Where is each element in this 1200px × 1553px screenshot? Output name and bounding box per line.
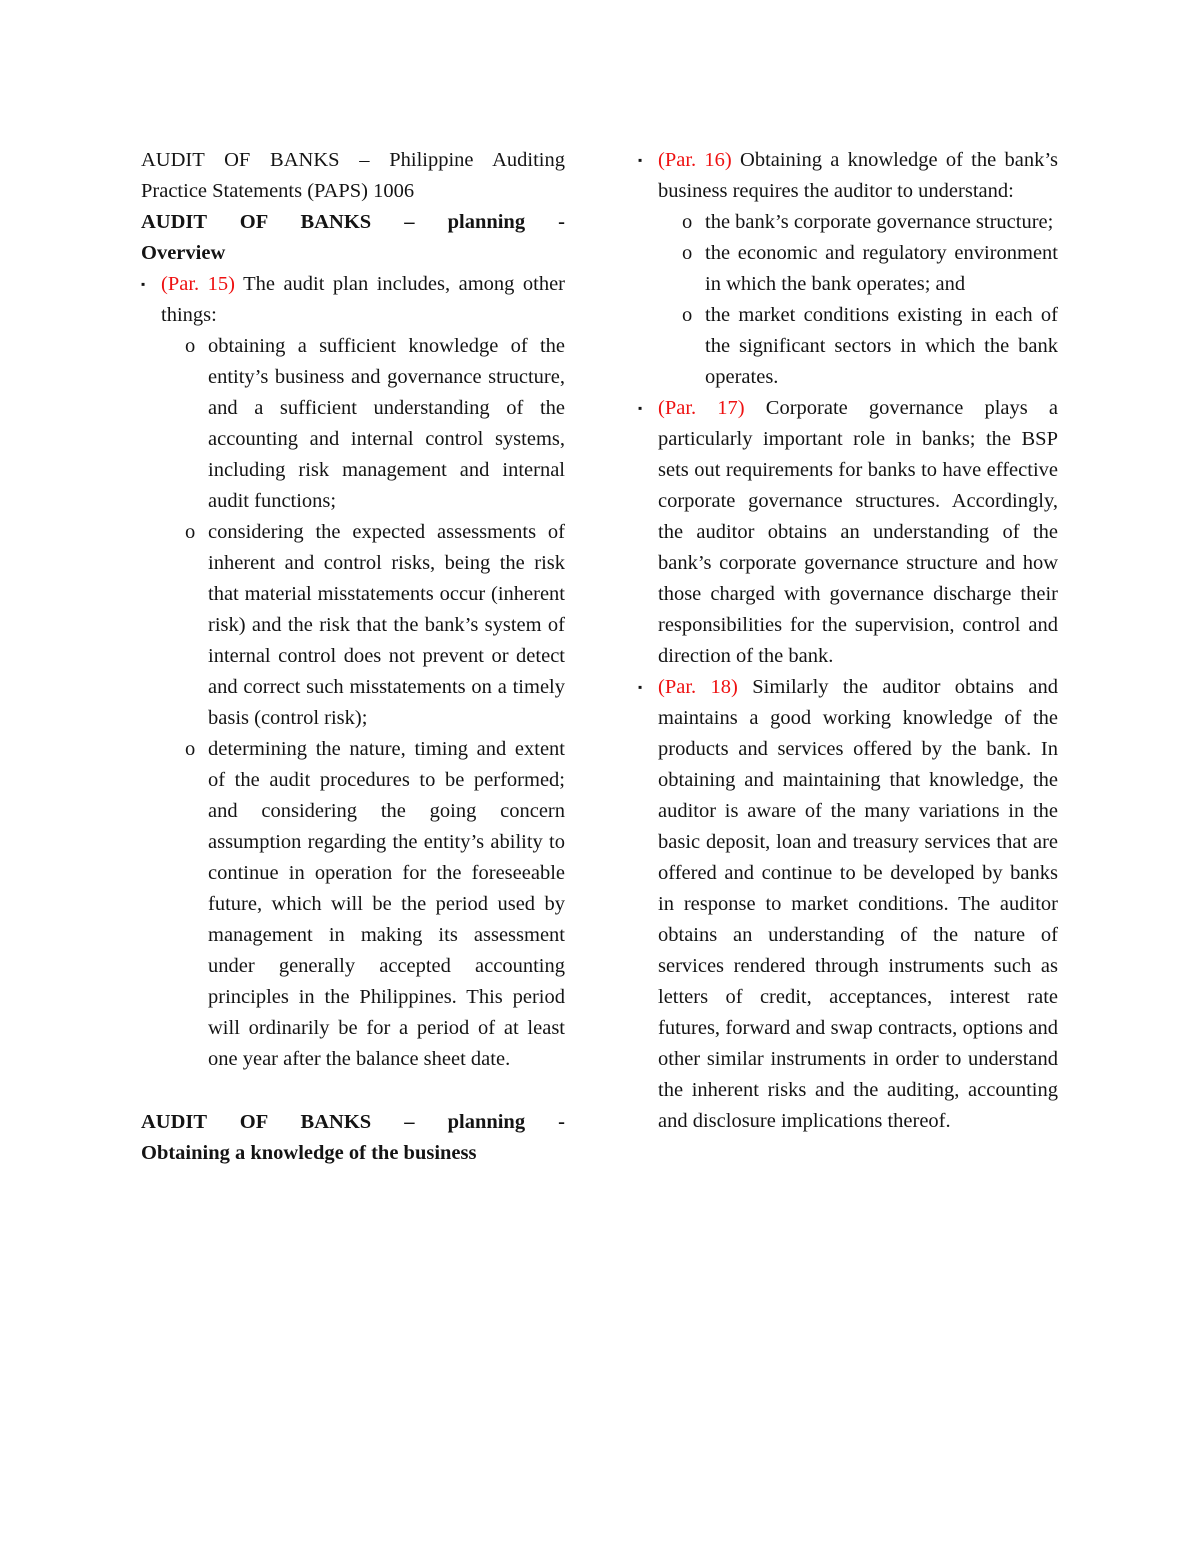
par-15-sub-text-2: considering the expected assessments of inherent and control risks, being the risk that material misstatements occur (inherent risk) and the risk that the bank’s system of internal control does not prevent or detect and correct such misstatements on a timely basis (control risk); xyxy=(208,521,565,729)
par-18-text: Similarly the auditor obtains and maintains a good working knowledge of the products and services offered by the bank. In obtaining and maintaining that knowledge, the auditor is aware of the many variations in the basic deposit, loan and treasury services that are offered and continue to be developed by banks in response to market conditions. The auditor obtains an understanding of the nature of services rendered through instruments such as letters of credit, acceptances, interest rate futures, forward and swap contracts, options and other similar instruments in order to understand the inherent risks and the auditing, accounting and disclosure implications thereof. xyxy=(658,676,1059,1132)
par-15-sub-item-3 xyxy=(141,734,565,1075)
par-15-sub-item-1 xyxy=(141,331,565,517)
square-bullet-icon: ▪ xyxy=(141,277,146,291)
section-heading-knowledge xyxy=(141,1107,565,1169)
square-bullet-icon: ▪ xyxy=(638,153,643,167)
section-heading-overview-line2: Overview xyxy=(141,242,226,264)
doc-title xyxy=(141,145,565,207)
par-16-item xyxy=(638,145,1058,207)
par-16-text: Obtaining a knowledge of the bank’s business requires the auditor to understand: xyxy=(658,149,1059,202)
doc-title-line2: Practice Statements (PAPS) 1006 xyxy=(141,180,415,202)
left-column xyxy=(141,145,565,1169)
par-17-text: Corporate governance plays a particularly important role in banks; the BSP sets out requirements for banks to have effective corporate governance structures. Accordingly, the auditor obtains an understanding of the bank’s corporate governance structure and how those charged with governance discharge their responsibilities for the supervision, control and direction of the bank. xyxy=(658,397,1058,667)
square-bullet-icon: ▪ xyxy=(638,401,643,415)
par-16-sub-text-2: the economic and regulatory environment in which the bank operates; and xyxy=(705,242,1058,295)
par-15-label: (Par. 15) xyxy=(161,273,235,295)
circle-bullet-icon: o xyxy=(185,335,196,357)
par-17-label: (Par. 17) xyxy=(658,397,745,419)
par-16-sub-text-1: the bank’s corporate governance structure; xyxy=(705,211,1054,233)
right-column xyxy=(638,145,1058,1169)
par-16-sub-item-1 xyxy=(638,207,1058,238)
par-15-sub-text-1: obtaining a sufficient knowledge of the entity’s business and governance structure, and a sufficient understanding of the accounting and internal control systems, including risk management and internal audit functions; xyxy=(208,335,565,512)
section-heading-overview xyxy=(141,207,565,269)
two-column-layout xyxy=(141,145,1200,1169)
doc-title-line1: AUDIT OF BANKS – Philippine Auditing xyxy=(141,149,565,171)
circle-bullet-icon: o xyxy=(682,304,693,326)
par-15-text: The audit plan includes, among other things: xyxy=(161,273,566,326)
section-heading-overview-line1: AUDIT OF BANKS – planning - xyxy=(141,211,565,233)
par-17-item xyxy=(638,393,1058,672)
square-bullet-icon: ▪ xyxy=(638,680,643,694)
section-heading-knowledge-line1: AUDIT OF BANKS – planning - xyxy=(141,1111,565,1133)
par-16-sub-item-2 xyxy=(638,238,1058,300)
par-16-sub-item-3 xyxy=(638,300,1058,393)
circle-bullet-icon: o xyxy=(682,211,693,233)
par-15-sub-text-3: determining the nature, timing and extent of the audit procedures to be performed; and considering the going concern assumption regarding the entity’s ability to continue in operation for the foreseeable future, which will be the period used by management in making its assessment under generally accepted accounting principles in the Philippines. This period will ordinarily be for a period of at least one year after the balance sheet date. xyxy=(208,738,565,1070)
par-16-sub-text-3: the market conditions existing in each of the significant sectors in which the bank operates. xyxy=(705,304,1058,388)
par-16-label: (Par. 16) xyxy=(658,149,732,171)
par-18-label: (Par. 18) xyxy=(658,676,738,698)
circle-bullet-icon: o xyxy=(185,521,196,543)
par-18-item xyxy=(638,672,1058,1137)
section-heading-knowledge-line2: Obtaining a knowledge of the business xyxy=(141,1142,477,1164)
circle-bullet-icon: o xyxy=(682,242,693,264)
par-15-sub-item-2 xyxy=(141,517,565,734)
par-15-item xyxy=(141,269,565,331)
circle-bullet-icon: o xyxy=(185,738,196,760)
